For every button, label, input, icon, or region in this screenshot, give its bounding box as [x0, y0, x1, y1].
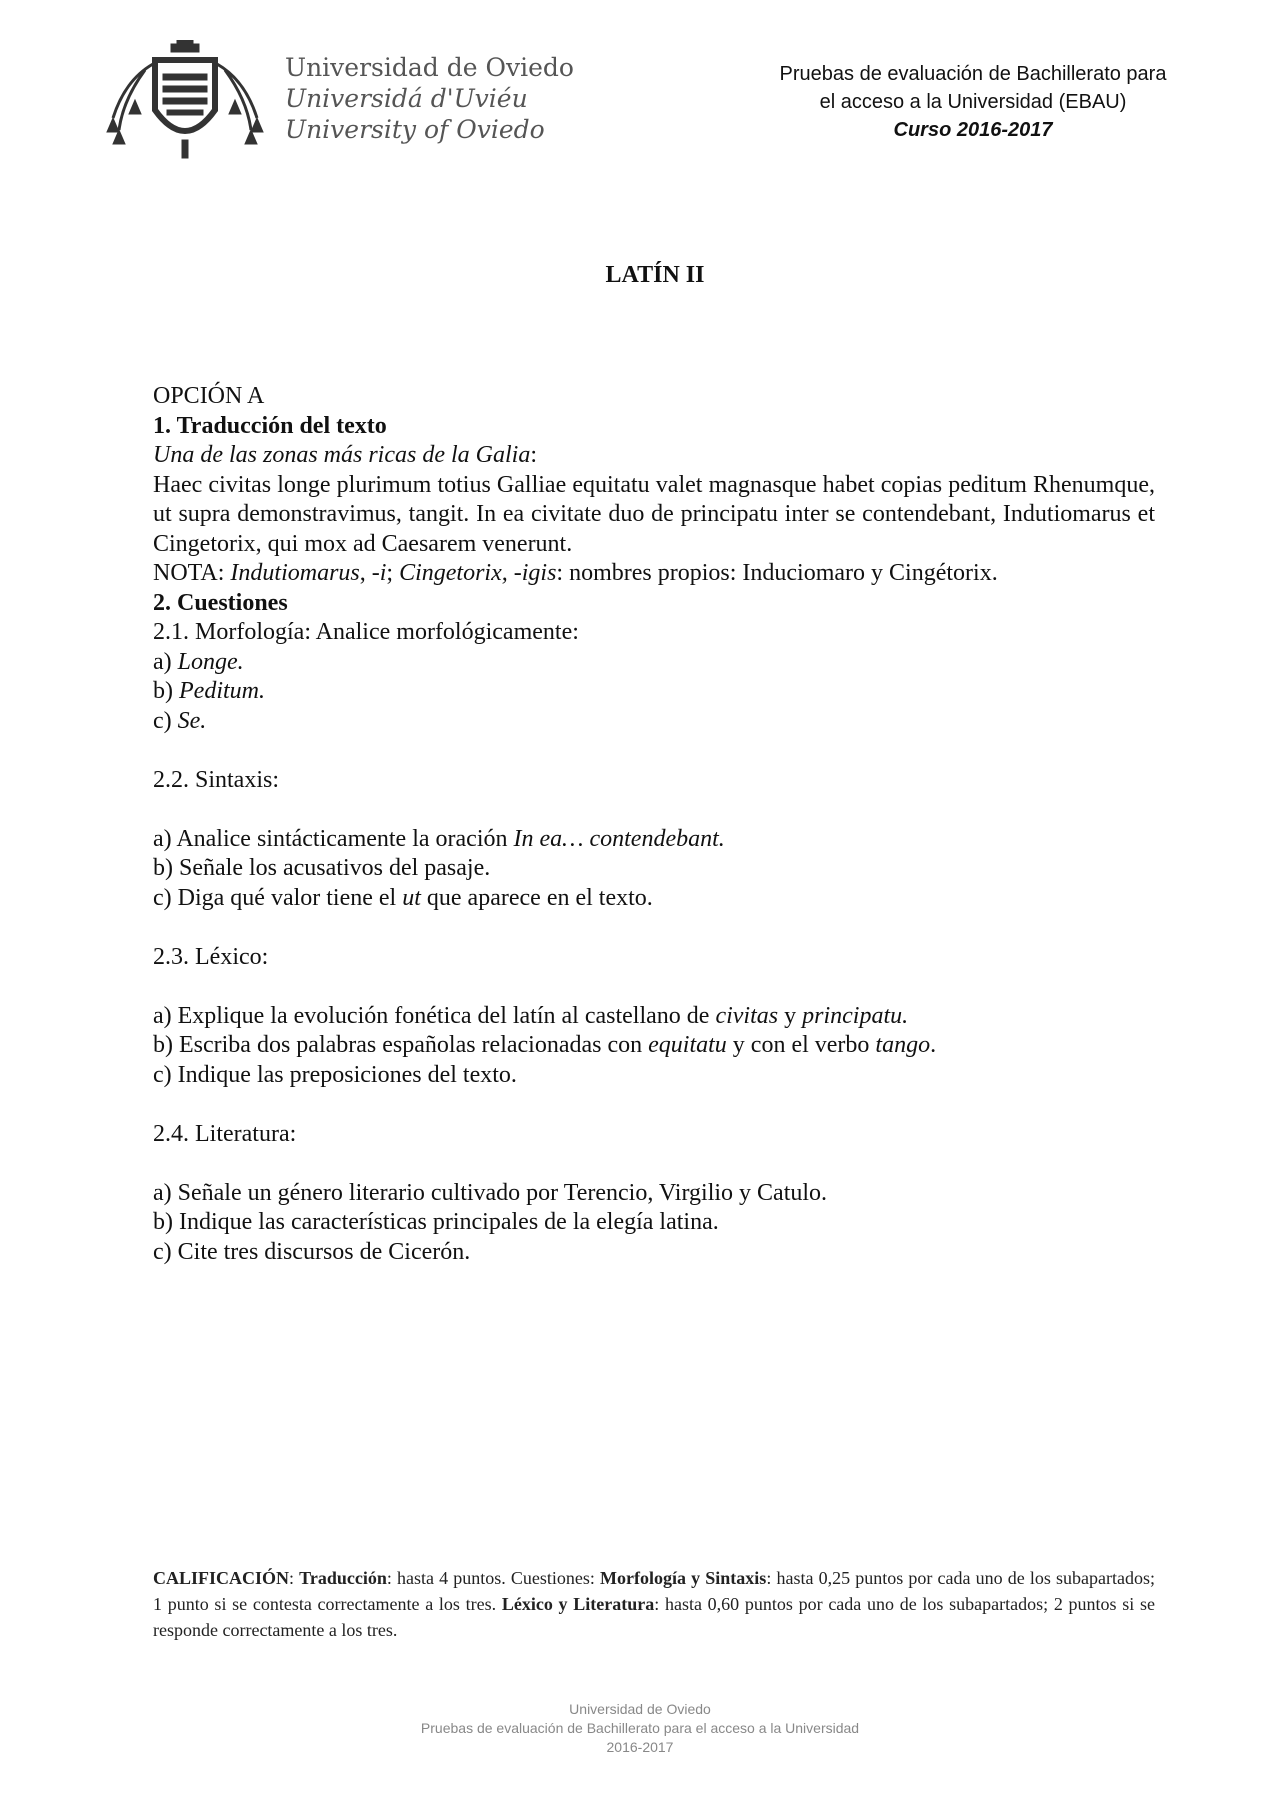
page-title: LATÍN II [605, 262, 705, 288]
grading-t1: : hasta 4 puntos. Cuestiones: [386, 1568, 601, 1588]
lexico-item-c: c) Indique las preposiciones del texto. [153, 1061, 517, 1088]
exam-header-line1: Pruebas de evaluación de Bachillerato para [779, 63, 1167, 85]
note-sep2: ; [386, 560, 400, 586]
lexico-item-a [153, 1002, 1155, 1032]
section1-subtitle [153, 441, 1155, 471]
lexico-a-w1: civitas [715, 1002, 779, 1029]
grading-label: CALIFICACIÓN [153, 1568, 290, 1588]
university-name-es: Universidad de Oviedo [285, 53, 574, 82]
lexico-a-mid: y [778, 1002, 803, 1029]
page-footer [0, 1700, 1280, 1757]
university-name-block [285, 52, 574, 145]
grading-criteria [153, 1565, 1155, 1643]
lexico-a-pre: a) Explique la evolución fonética del latín al castellano de [153, 1002, 716, 1029]
literatura-heading: 2.4. Literatura: [153, 1120, 297, 1147]
university-crest-icon [105, 40, 265, 160]
exam-header-line2: el acceso a la Universidad (EBAU) [819, 91, 1127, 113]
note-gen1: -i [371, 560, 387, 586]
grading-traduccion: Traducción [299, 1568, 387, 1588]
literatura-item-a: a) Señale un género literario cultivado por Terencio, Virgilio y Catulo. [153, 1179, 828, 1206]
literatura-item-c: c) Cite tres discursos de Cicerón. [153, 1238, 471, 1265]
morfologia-item-c [153, 707, 1155, 737]
sintaxis-heading: 2.2. Sintaxis: [153, 766, 280, 793]
sintaxis-item-a [153, 825, 1155, 855]
sintaxis-item-c [153, 884, 1155, 914]
lexico-item-b [153, 1031, 1155, 1061]
section2-heading: 2. Cuestiones [153, 589, 288, 616]
grading-t3: : hasta 0,60 puntos por cada uno de los subapartados; 2 puntos si se responde correctamente a los tres. [153, 1594, 1155, 1640]
lexico-b-mid: y con el verbo [726, 1032, 876, 1058]
lexico-b-end: . [930, 1032, 937, 1058]
lexico-heading: 2.3. Léxico: [153, 943, 269, 970]
footer-line3: 2016-2017 [606, 1739, 674, 1755]
sintaxis-c-italic: ut [402, 884, 421, 911]
subtitle-colon: : [530, 442, 538, 468]
morfologia-item-b [153, 677, 1155, 707]
grading-sep: : [289, 1568, 300, 1588]
option-heading: OPCIÓN A [153, 383, 265, 409]
note-sep1: , [359, 560, 372, 586]
sintaxis-c-post: que aparece en el texto. [420, 884, 653, 911]
exam-header [763, 60, 1183, 144]
exam-content [153, 382, 1155, 1267]
footer-line1: Universidad de Oviedo [569, 1701, 711, 1717]
sintaxis-a-text: a) Analice sintácticamente la oración [153, 825, 514, 852]
lexico-a-w2: principatu. [802, 1002, 909, 1029]
item-prefix: a) [153, 648, 178, 675]
lexico-b-pre: b) Escriba dos palabras españolas relacionadas con [153, 1032, 649, 1058]
item-prefix: c) [153, 707, 178, 734]
note-rest: : nombres propios: Induciomaro y Cingétorix. [556, 560, 998, 586]
note-name2: Cingetorix, -igis [399, 560, 557, 586]
subtitle-text: Una de las zonas más ricas de la Galia [153, 442, 531, 468]
translation-note [153, 559, 1155, 589]
sintaxis-c-pre: c) Diga qué valor tiene el [153, 884, 403, 911]
item-word: Longe. [177, 648, 244, 675]
lexico-b-w1: equitatu [648, 1032, 727, 1058]
literatura-item-b: b) Indique las características principales de la elegía latina. [153, 1209, 719, 1235]
morfologia-item-a [153, 648, 1155, 678]
note-name1: Indutiomarus [230, 560, 360, 586]
sintaxis-item-b: b) Señale los acusativos del pasaje. [153, 855, 491, 881]
item-word: Se. [177, 707, 207, 734]
sintaxis-a-italic: In ea… contendebant. [513, 825, 725, 852]
lexico-b-w2: tango [875, 1032, 931, 1058]
note-label: NOTA: [153, 560, 231, 586]
grading-t2: : hasta 0,25 puntos por cada uno de los subapartados; 1 punto si se contesta correctamente a los tres. [153, 1568, 1155, 1614]
section1-heading: 1. Traducción del texto [153, 412, 387, 439]
grading-lex-lit: Léxico y Literatura [501, 1594, 655, 1614]
grading-morf-sint: Morfología y Sintaxis [600, 1568, 767, 1588]
university-name-en: University of Oviedo [285, 115, 545, 144]
exam-header-course: Curso 2016-2017 [893, 119, 1053, 141]
university-name-ast: Universidá d'Uviéu [285, 84, 528, 113]
morfologia-heading: 2.1. Morfología: Analice morfológicamente: [153, 619, 579, 645]
footer-line2: Pruebas de evaluación de Bachillerato para el acceso a la Universidad [420, 1720, 860, 1736]
item-word: Peditum. [179, 678, 265, 704]
latin-text: Haec civitas longe plurimum totius Galliae equitatu valet magnasque habet copias peditum Rhenumque, ut supra demonstravimus, tangit. In ea civitate duo de principatu inter se contendebant, Indutiomarus et Cingetorix, qui mox ad Caesarem venerunt. [153, 471, 1155, 557]
item-prefix: b) [153, 678, 179, 704]
